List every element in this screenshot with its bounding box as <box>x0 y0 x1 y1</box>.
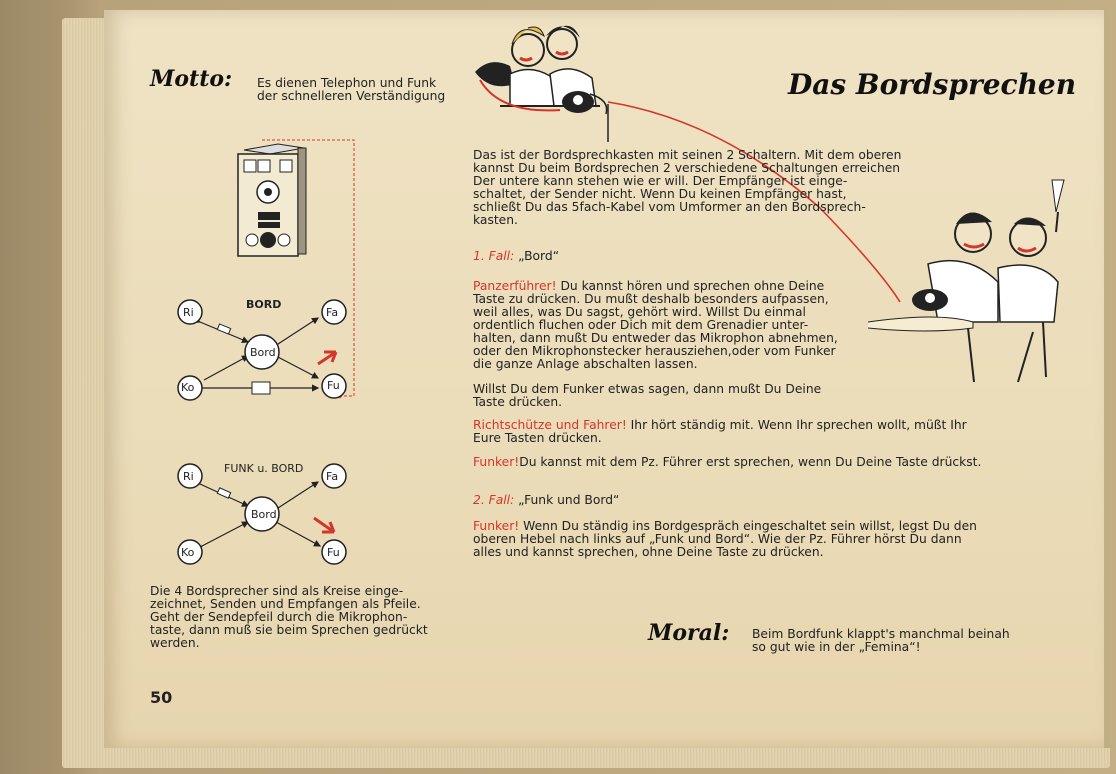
bord-diagram-title: BORD <box>246 298 282 311</box>
intro-line-3: Der untere kann stehen wie er will. Der Empfänger ist einge- <box>473 174 848 188</box>
caption-line-5: werden. <box>150 636 200 650</box>
caption-line-3: Geht der Sendepfeil durch die Mikrophon- <box>150 610 408 624</box>
case1-p1-lead: Panzerführer! <box>473 279 557 293</box>
funk-bord-node-fa: Fa <box>326 470 339 483</box>
case1-p3-line-1: Richtschütze und Fahrer! Ihr hört ständig mit. Wenn Ihr sprechen wollt, müßt Ihr <box>473 418 967 432</box>
intro-line-2: kannst Du beim Bordsprechen 2 verschiedene Schaltungen erreichen <box>473 161 901 175</box>
case1-p1-line-3: weil alles, was Du sagst, gehört wird. Willst Du einmal <box>473 305 806 319</box>
case1-p2-line-2: Taste drücken. <box>473 395 563 409</box>
case1-title: „Bord“ <box>518 249 560 263</box>
link-ko-bord <box>204 356 248 380</box>
case1-p3-lead: Richtschütze und Fahrer! <box>473 418 627 432</box>
funk-bord-node-ri: Ri <box>183 470 194 483</box>
bord-node-ko: Ko <box>181 381 195 394</box>
motto-line-1: Es dienen Telephon und Funk <box>257 76 437 90</box>
motto-line-2: der schnelleren Verständigung <box>257 89 446 103</box>
moral-heading: Moral: <box>648 620 730 646</box>
funk-bord-node-bord: Bord <box>251 508 277 521</box>
case1-p1-line-4: ordentlich fluchen oder Dich mit dem Grenadier unter- <box>473 318 809 332</box>
intro-line-4: schaltet, der Sender nicht. Wenn Du keinen Empfänger hast, <box>473 187 847 201</box>
link-bord-fu <box>276 356 318 378</box>
caption-line-4: taste, dann muß sie beim Sprechen gedrückt <box>150 623 428 637</box>
intro-line-1: Das ist der Bordsprechkasten mit seinen 2 Schaltern. Mit dem oberen <box>473 148 902 162</box>
case1-p1-line-2: Taste zu drücken. Du mußt deshalb besonders aufpassen, <box>473 292 829 306</box>
bord-node-fu: Fu <box>327 379 340 392</box>
funk-bord-node-ko: Ko <box>181 546 195 559</box>
bord-node-ri: Ri <box>183 306 194 319</box>
moral-line-1: Beim Bordfunk klappt's manchmal beinah <box>752 627 1010 641</box>
intro-line-6: kasten. <box>473 213 518 227</box>
intro-line-5: schließt Du das 5fach-Kabel vom Umformer an den Bordsprech- <box>473 200 866 214</box>
case1-p4: Funker!Du kannst mit dem Pz. Führer erst sprechen, wenn Du Deine Taste drückst. <box>473 455 982 469</box>
caption-line-1: Die 4 Bordsprecher sind als Kreise einge- <box>150 584 404 598</box>
caption-line-2: zeichnet, Senden und Empfangen als Pfeile. <box>150 597 421 611</box>
motto-heading: Motto: <box>150 66 233 92</box>
case2-label: 2. Fall: <box>473 493 515 507</box>
bord-node-fa: Fa <box>326 306 339 319</box>
bord-node-bord: Bord <box>250 346 276 359</box>
case1-p1-line-1: Panzerführer! Du kannst hören und sprechen ohne Deine <box>473 279 825 293</box>
case2-heading <box>473 494 619 507</box>
funk-bord-diagram-title: FUNK u. BORD <box>224 462 304 475</box>
funk-bord-node-fu: Fu <box>327 546 340 559</box>
case1-p1-line-5: halten, dann mußt Du entweder das Mikrophon abnehmen, <box>473 331 838 345</box>
case2-p1-line-2: oberen Hebel nach links auf „Funk und Bord“. Wie der Pz. Führer hörst Du dann <box>473 532 962 546</box>
page-title: Das Bordsprechen <box>788 68 1077 101</box>
moral-line-2: so gut wie in der „Femina“! <box>752 640 921 654</box>
case2-p1-line-3: alles und kannst sprechen, ohne Deine Taste zu drücken. <box>473 545 824 559</box>
case1-p2-line-1: Willst Du dem Funker etwas sagen, dann mußt Du Deine <box>473 382 822 396</box>
case1-heading <box>473 250 559 263</box>
case1-p3-line-2: Eure Tasten drücken. <box>473 431 602 445</box>
case2-p1-line-1: Funker! Wenn Du ständig ins Bordgespräch eingeschaltet sein willst, legst Du den <box>473 519 977 533</box>
men-at-table-illustration <box>868 172 1068 392</box>
case2-p1-lead: Funker! <box>473 519 520 533</box>
case1-p1-line-7: die ganze Anlage abschalten lassen. <box>473 357 698 371</box>
case2-title: „Funk und Bord“ <box>518 493 620 507</box>
case1-label: 1. Fall: <box>473 249 515 263</box>
link-bord-fa <box>278 318 318 344</box>
page-number: 50 <box>150 688 173 707</box>
case1-p1-line-6: oder den Mikrophonstecker herausziehen,oder vom Funker <box>473 344 836 358</box>
case1-p4-lead: Funker! <box>473 455 520 469</box>
